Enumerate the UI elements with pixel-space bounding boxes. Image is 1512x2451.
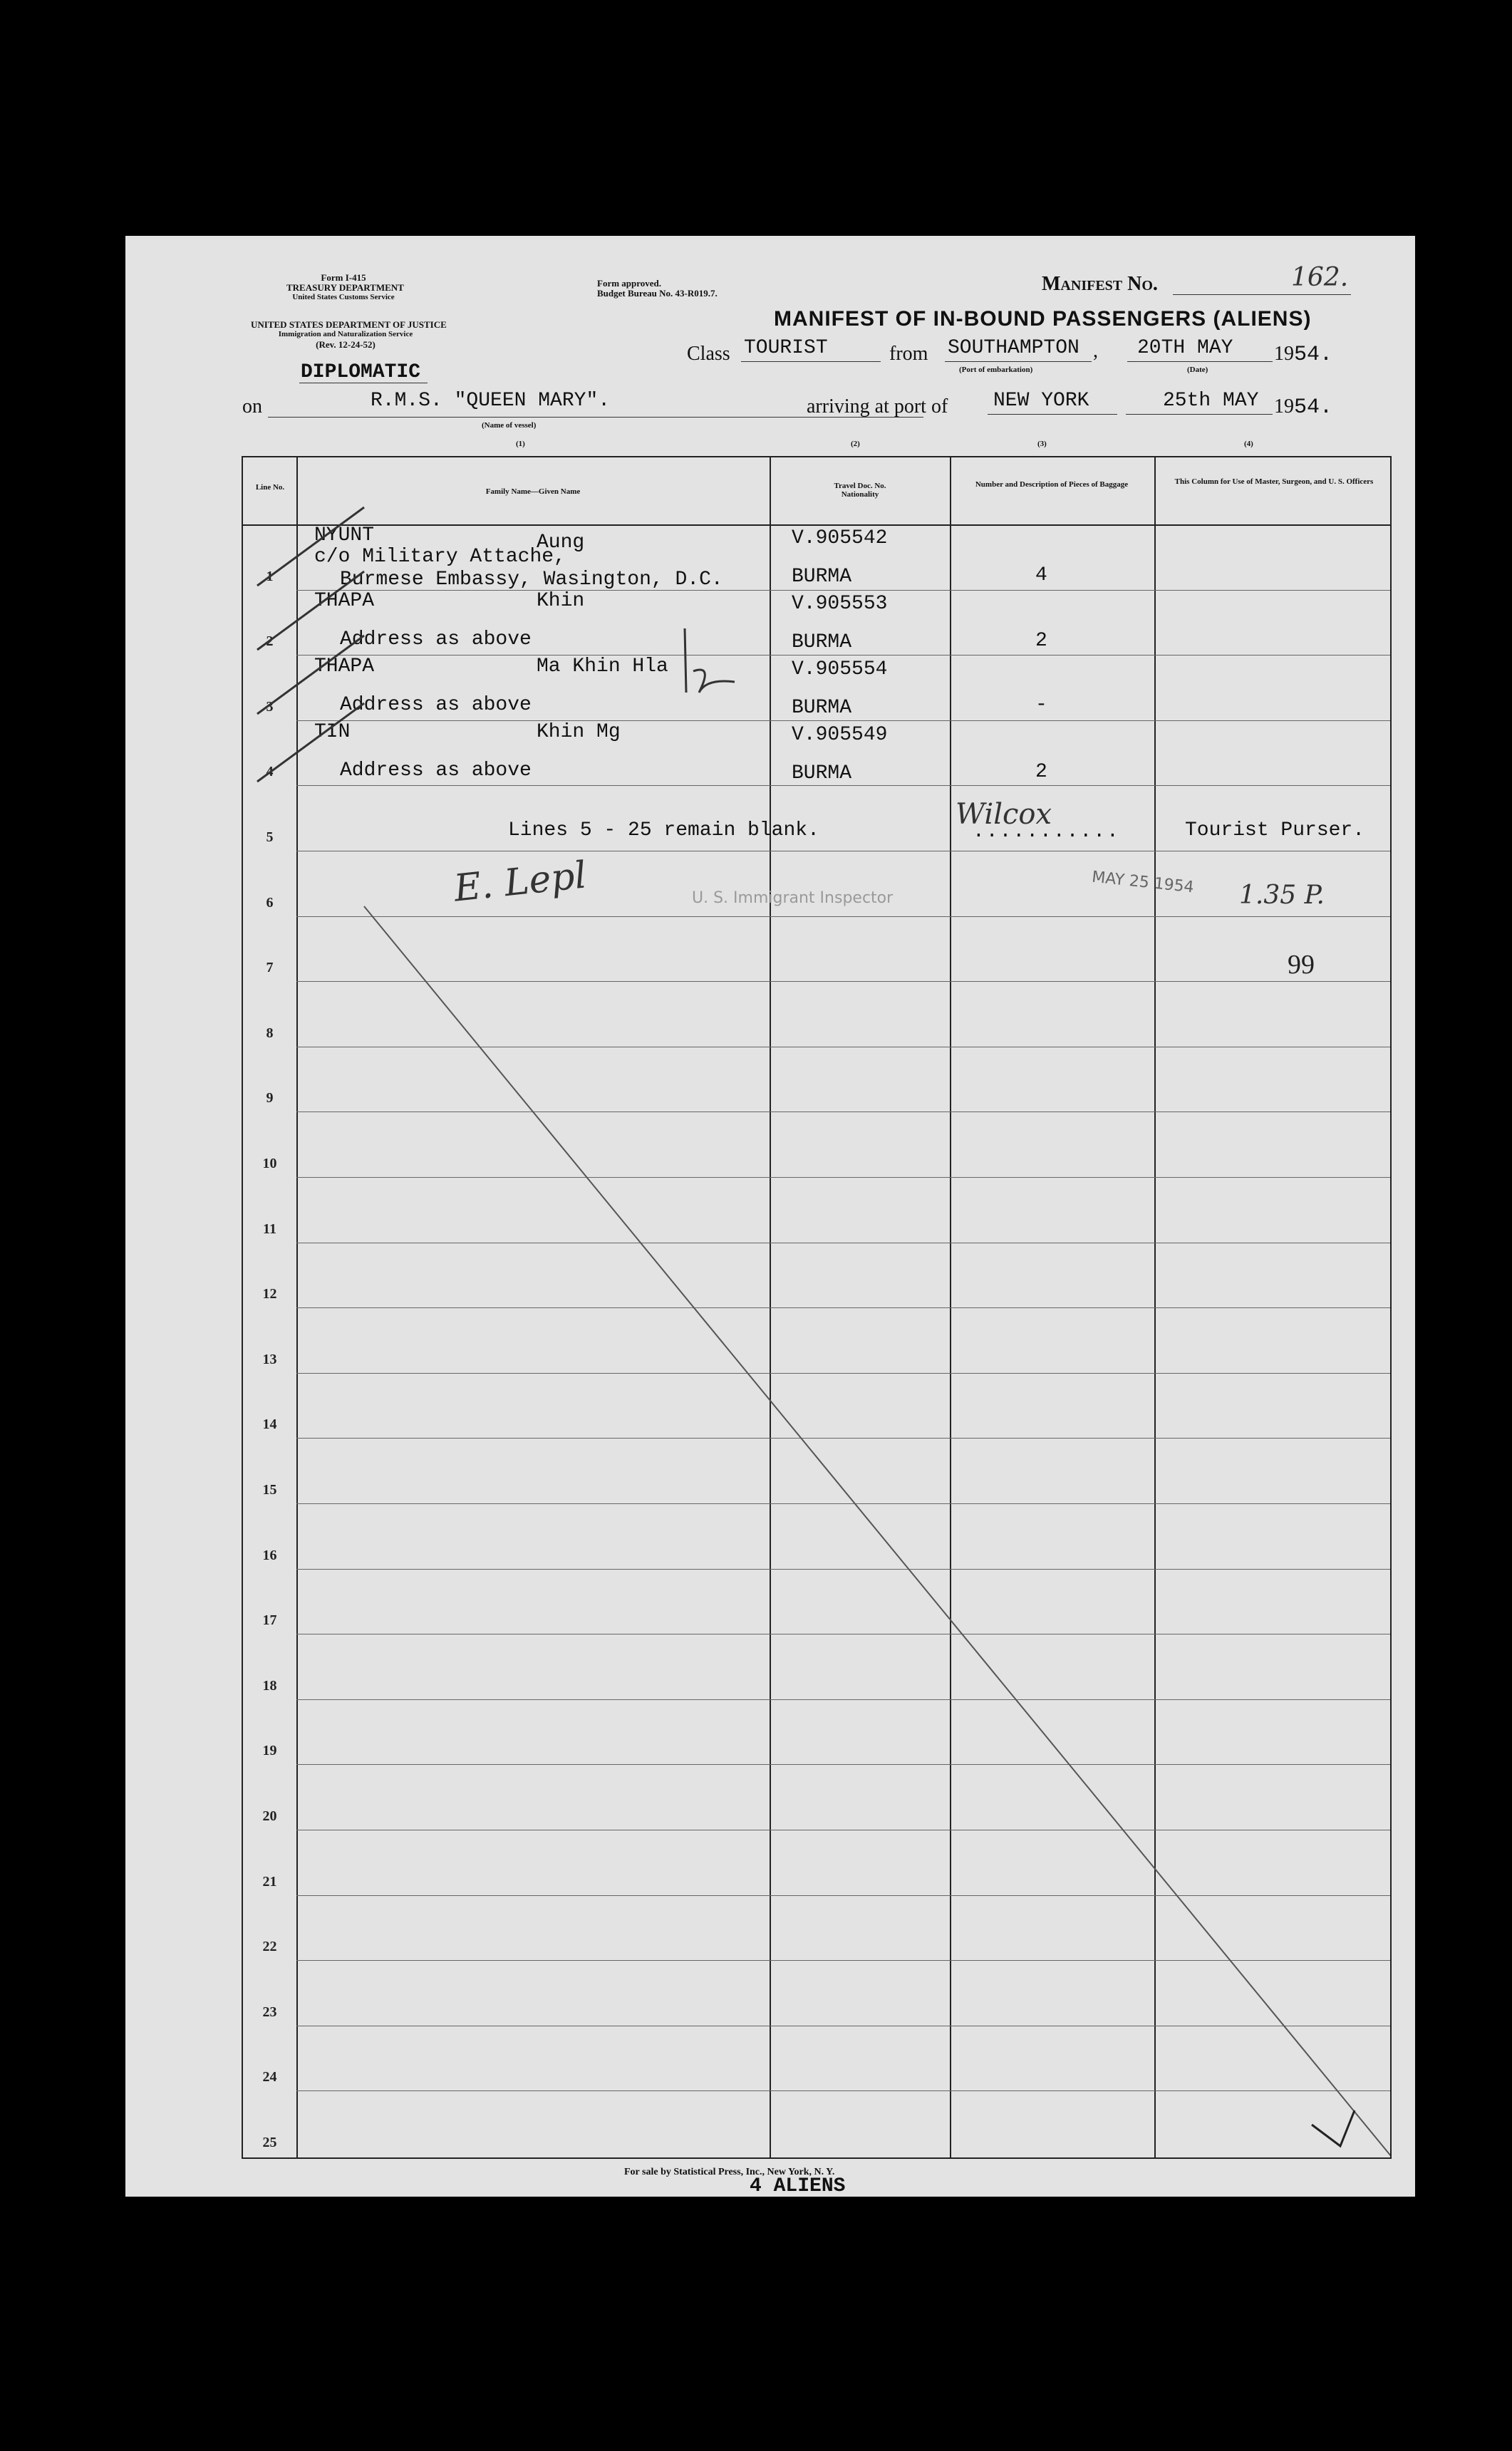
embarkation-underline [945,361,1092,362]
total-aliens: 4 ALIENS [750,2175,846,2197]
vessel-name: R.M.S. "QUEEN MARY". [371,390,611,412]
row-number: 5 [266,829,274,845]
class-value: TOURIST [744,337,828,359]
dept-justice-sub: Immigration and Naturalization Service [278,330,413,338]
row-number: 20 [262,1808,277,1824]
comma-1: , [1093,340,1098,362]
row-number: 23 [262,2004,277,2020]
entry-address: Address as above [340,694,532,716]
form-revision: (Rev. 12-24-52) [316,339,376,350]
entry-travel-doc: V.905549 [792,724,888,746]
inspection-time: 1.35 P. [1239,881,1325,910]
entry-family-name: THAPA [314,656,375,678]
category-label: DIPLOMATIC [301,361,421,383]
entry-family-name: NYUNT [314,524,375,546]
passenger-table [242,456,1392,2159]
inspection-date-stamp: MAY 25 1954 [1091,868,1195,897]
date-underline [1127,361,1273,362]
entry-given-name: Ma Khin Hla [537,656,668,678]
on-label: on [242,395,262,418]
row-number: 7 [266,960,274,976]
initials-mark [685,628,735,693]
row-number: 17 [262,1612,277,1629]
tick-mark [257,571,364,650]
row-number: 11 [263,1221,276,1237]
entry-baggage: - [1035,694,1047,716]
from-label: from [889,343,928,365]
entry-address: Burmese Embassy, Wasington, D.C. [340,569,723,591]
tick-mark [257,703,364,782]
entry-family-name: TIN [314,721,351,743]
entry-family-name: THAPA [314,590,375,612]
entry-address: c/o Military Attache, [314,546,566,568]
row-number: 12 [262,1286,277,1302]
row-number: 6 [266,894,274,911]
class-label: Class [687,343,730,365]
budget-bureau: Budget Bureau No. 43-R019.7. [597,288,718,299]
form-number: Form I-415 [321,272,366,283]
col-header-travel-doc: Travel Doc. No. Nationality [834,482,886,499]
row-number: 19 [262,1743,277,1759]
entry-baggage: 2 [1035,630,1047,652]
entry-address: Address as above [340,628,532,651]
entry-travel-doc: V.905554 [792,658,888,680]
row-number: 13 [262,1351,277,1367]
row-number: 21 [262,1873,277,1890]
entry-nationality: BURMA [792,631,852,653]
entry-given-name: Khin [537,590,585,612]
manifest-no-label: Manifest No. [1042,273,1158,295]
row-number: 16 [262,1547,277,1563]
port-of-embarkation: SOUTHAMPTON [948,337,1079,359]
page-note-number: 99 [1288,950,1315,980]
dot-leader: ........... [973,821,1120,843]
col-ref-1: (1) [516,440,525,448]
entry-address: Address as above [340,760,532,782]
row-number: 2 [266,633,274,650]
purser-title: Tourist Purser. [1185,819,1365,841]
dept-treasury: TREASURY DEPARTMENT [286,282,404,293]
embarkation-date: 20TH MAY [1137,337,1233,359]
dept-treasury-sub: United States Customs Service [292,293,395,301]
class-underline [741,361,881,362]
year-prefix-text: 19 [1274,343,1294,365]
handwritten-marks [243,457,1390,2157]
manifest-no-value: 162. [1291,263,1349,292]
arrival-year-value: 54. [1294,395,1333,420]
form-approved: Form approved. [597,278,662,289]
row-number: 25 [262,2135,277,2150]
arrival-year [1274,395,1332,420]
col-ref-2: (2) [851,440,860,448]
row-number: 3 [266,698,274,715]
row-number: 4 [266,764,274,780]
manifest-page [125,236,1415,2197]
arrival-date-underline [1126,414,1273,415]
purser-signature: Wilcox [956,798,1052,831]
printer-credit: For sale by Statistical Press, Inc., New York, N. Y. [624,2167,835,2177]
entry-baggage: 4 [1035,564,1047,586]
entry-travel-doc: V.905542 [792,527,888,549]
row-number: 10 [262,1156,277,1171]
row-number: 24 [262,2069,277,2085]
entry-baggage: 2 [1035,761,1047,783]
inspector-signature: E. Lepl [452,854,589,911]
inspector-caption: U. S. Immigrant Inspector [692,889,894,907]
date-caption: (Date) [1187,366,1208,374]
row-number: 14 [262,1416,277,1433]
row-number: 18 [262,1677,277,1694]
row-number: 1 [266,568,274,584]
arrival-port: NEW YORK [993,390,1089,412]
col-ref-3: (3) [1037,440,1047,448]
entry-nationality: BURMA [792,566,852,588]
col-header-line-no: Line No. [255,483,285,492]
col-ref-4: (4) [1244,440,1253,448]
check-mark [1312,2110,1355,2146]
entry-nationality: BURMA [792,697,852,719]
vessel-caption: (Name of vessel) [482,421,537,430]
dept-justice: UNITED STATES DEPARTMENT OF JUSTICE [251,319,447,330]
blank-lines-note: Lines 5 - 25 remain blank. [508,819,819,841]
col-header-name: Family Name—Given Name [485,487,581,496]
col-header-officers: This Column for Use of Master, Surgeon, and U. S. Officers [1174,477,1374,486]
entry-given-name: Khin Mg [537,721,621,743]
col-header-baggage: Number and Description of Pieces of Baggage [975,480,1129,489]
entry-travel-doc: V.905553 [792,593,888,615]
arrival-year-prefix: 19 [1274,395,1294,418]
year-value: 54. [1294,343,1333,367]
row-number: 15 [262,1482,277,1498]
entry-nationality: BURMA [792,762,852,784]
arrival-port-underline [988,414,1117,415]
tick-mark [257,636,364,714]
row-number: 22 [262,1939,277,1955]
manifest-title: MANIFEST OF IN-BOUND PASSENGERS (ALIENS) [774,307,1312,331]
embarkation-caption: (Port of embarkation) [959,366,1033,374]
row-number: 9 [266,1090,274,1107]
row-number: 8 [266,1025,274,1041]
arriving-label: arriving at port of [807,395,948,418]
manifest-no-underline [1173,294,1351,295]
cancel-diagonal-line [364,906,1390,2157]
year-prefix [1274,343,1332,367]
tick-mark [257,507,364,586]
arrival-date: 25th MAY [1163,390,1259,412]
entry-given-name: Aung [537,532,585,554]
